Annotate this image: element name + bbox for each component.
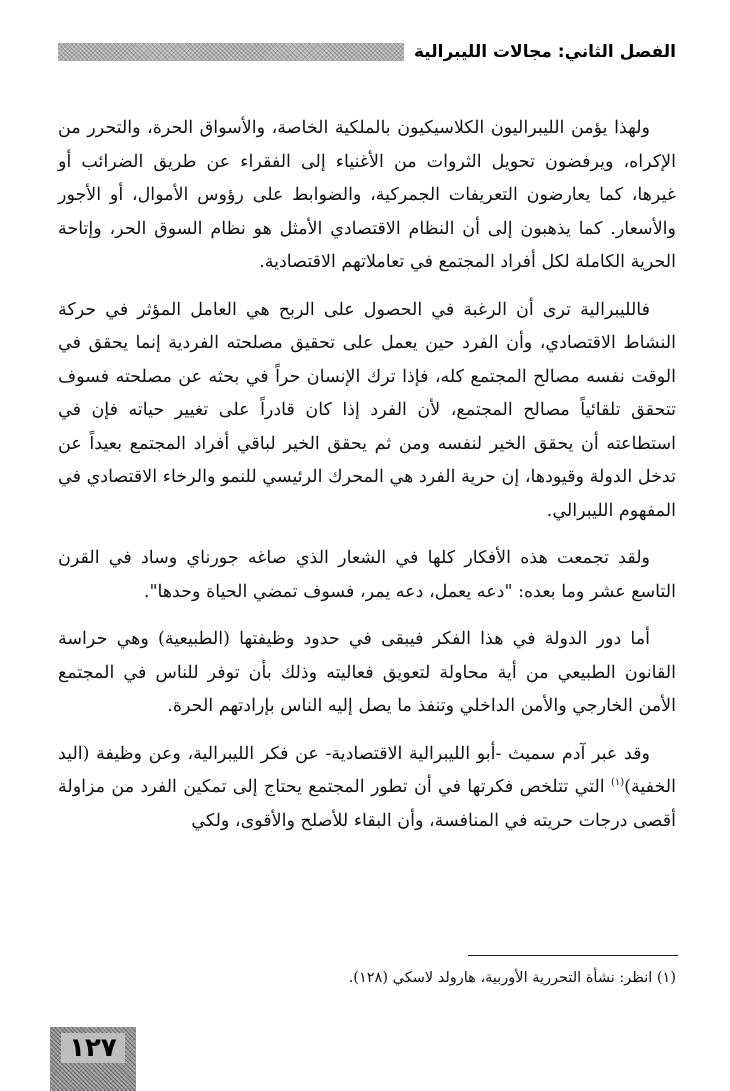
page-number: ١٢٧ [61, 1033, 125, 1063]
paragraph-3: ولقد تجمعت هذه الأفكار كلها في الشعار الذي صاغه جورناي وساد في القرن التاسع عشر وما بعده: "دعه يعمل، دعه يمر، فسوف تمضي الحياة وحدها". [58, 548, 676, 602]
footnote-divider [468, 955, 678, 956]
paragraph-5-start: وقد عبر آدم سميث -أبو الليبرالية الاقتصادية- عن فكر الليبرالية، وعن وظيفة (اليد الخفية) [58, 743, 676, 797]
paragraph-5 [58, 738, 676, 839]
page-number-box [50, 1027, 136, 1091]
running-header [58, 38, 676, 66]
footnote-mark[interactable]: (١) [610, 777, 625, 789]
footnote: (١) انظر: نشأة التحررية الأوربية، هارولد لاسكي (١٢٨). [348, 970, 676, 986]
paragraph-2: فالليبرالية ترى أن الرغبة في الحصول على الربح هي العامل المؤثر في حركة النشاط الاقتصادي، وأن الفرد حين يعمل على تحقيق مصلحته الفردية إنما يحقق في الوقت نفسه مصالح المجتمع كله، فإذا ترك الإنسان حراً في بحثه عن مصلحته فسوف تتحقق تلقائياً مصالح المجتمع، لأن الفرد إذا كان قادراً على تغيير حياته فإن في استطاعته أن يحقق الخير لنفسه ومن ثم يحقق الخير لباقي أفراد المجتمع بعيداً عن تدخل الدولة وقيودها، إن حرية الفرد هي المحرك الرئيسي للنمو والرخاء الاقتصادي في المفهوم الليبرالي. [58, 299, 676, 521]
main-text [58, 112, 676, 852]
chapter-title: الفصل الثاني: مجالات الليبرالية [413, 42, 676, 62]
paragraph-4: أما دور الدولة في هذا الفكر فيبقى في حدود وظيفتها (الطبيعية) وهي حراسة القانون الطبيعي من أية محاولة لتعويق فعاليته وذلك بأن توفر للناس في المجتمع الأمن الخارجي والأمن الداخلي وتنفذ ما يصل إليه الناس بإرادتهم الحرة. [58, 629, 676, 716]
paragraph-1: ولهذا يؤمن الليبراليون الكلاسيكيون بالملكية الخاصة، والأسواق الحرة، والتحرر من الإكراه، ويرفضون تحويل الثروات من الأغنياء إلى الفقراء عن طريق الضرائب أو غيرها، كما يعارضون التعريفات الجمركية، والضوابط على رؤوس الأموال، أو الأجور والأسعار. كما يذهبون إلى أن النظام الاقتصادي الأمثل هو نظام السوق الحر، وإتاحة الحرية الكاملة لكل أفراد المجتمع في تعاملاتهم الاقتصادية. [58, 118, 676, 272]
header-texture-bar [58, 43, 404, 61]
paragraph-5-end: التي تتلخص فكرتها في أن تطور المجتمع يحتاج إلى تمكين الفرد من مزاولة أقصى درجات حريته في المنافسة، وأن البقاء للأصلح والأقوى، ولكي [58, 777, 676, 831]
